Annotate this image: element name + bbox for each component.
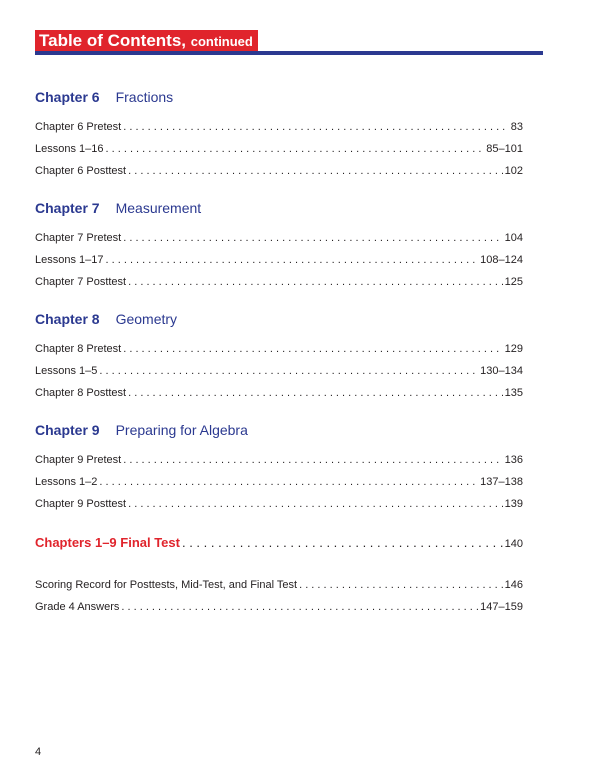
toc-entry-page: 85–101 — [486, 143, 523, 155]
chapter-name: Measurement — [115, 200, 202, 216]
toc-entry-page: 137–138 — [480, 476, 523, 488]
toc-entry[interactable] — [35, 160, 523, 182]
toc-entry[interactable] — [35, 382, 523, 404]
final-test-label: Chapters 1–9 Final Test — [35, 535, 180, 550]
toc-entry[interactable] — [35, 271, 523, 293]
chapter-heading — [35, 88, 523, 106]
chapter-name: Fractions — [115, 89, 174, 105]
extras-block — [35, 574, 523, 618]
dot-leader — [123, 227, 502, 249]
toc-entry[interactable] — [35, 360, 523, 382]
dot-leader — [106, 138, 485, 160]
toc-entry-label: Chapter 7 Posttest — [35, 276, 127, 288]
toc-entry-page: 104 — [504, 232, 523, 244]
toc-entry-page: 108–124 — [480, 254, 523, 266]
dot-leader — [123, 338, 502, 360]
chapter-number: Chapter 8 — [35, 311, 100, 327]
toc-entry[interactable] — [35, 471, 523, 493]
dot-leader — [182, 532, 503, 554]
toc-entry[interactable] — [35, 338, 523, 360]
dot-leader — [128, 493, 503, 515]
chapter-number: Chapter 9 — [35, 422, 100, 438]
header-title: Table of Contents, — [39, 31, 187, 50]
toc-entry[interactable] — [35, 449, 523, 471]
toc-entry-page: 129 — [504, 343, 523, 355]
toc-entry-label: Chapter 7 Pretest — [35, 232, 122, 244]
dot-leader — [121, 596, 478, 618]
chapter-number: Chapter 7 — [35, 200, 100, 216]
toc-entry-page: 139 — [504, 498, 523, 510]
page-header — [35, 30, 543, 53]
chapter-name: Preparing for Algebra — [115, 422, 248, 438]
chapter-6-block — [35, 88, 523, 182]
toc-entry[interactable] — [35, 249, 523, 271]
final-test-page: 140 — [504, 538, 523, 550]
toc-entry-label: Chapter 6 Posttest — [35, 165, 127, 177]
toc-entry-page: 135 — [504, 387, 523, 399]
toc-entry-page: 147–159 — [480, 601, 523, 613]
page-number: 4 — [35, 746, 42, 758]
toc-entry-label: Lessons 1–5 — [35, 365, 98, 377]
dot-leader — [128, 160, 503, 182]
toc-entry-label: Lessons 1–17 — [35, 254, 104, 266]
dot-leader — [299, 574, 503, 596]
dot-leader — [128, 382, 503, 404]
dot-leader — [106, 249, 479, 271]
dot-leader — [123, 116, 509, 138]
toc-content — [35, 88, 523, 618]
toc-entry-label: Lessons 1–16 — [35, 143, 104, 155]
toc-entry[interactable] — [35, 596, 523, 618]
header-continued: continued — [190, 34, 253, 49]
chapter-name: Geometry — [115, 311, 178, 327]
final-test-entry[interactable] — [35, 532, 523, 554]
toc-entry-label: Chapter 9 Pretest — [35, 454, 122, 466]
chapter-7-block — [35, 199, 523, 293]
dot-leader — [99, 360, 478, 382]
chapter-number: Chapter 6 — [35, 89, 100, 105]
header-title-box — [35, 30, 258, 53]
toc-entry[interactable] — [35, 227, 523, 249]
chapter-heading — [35, 199, 523, 217]
toc-entry-label: Chapter 6 Pretest — [35, 121, 122, 133]
dot-leader — [99, 471, 478, 493]
toc-entry-page: 125 — [504, 276, 523, 288]
dot-leader — [123, 449, 502, 471]
header-rule — [35, 51, 543, 55]
toc-entry-label: Chapter 9 Posttest — [35, 498, 127, 510]
toc-entry-label: Chapter 8 Posttest — [35, 387, 127, 399]
chapter-9-block — [35, 421, 523, 515]
toc-entry[interactable] — [35, 138, 523, 160]
toc-entry[interactable] — [35, 116, 523, 138]
toc-entry-label: Scoring Record for Posttests, Mid-Test, and Final Test — [35, 579, 298, 591]
toc-entry-page: 102 — [504, 165, 523, 177]
toc-entry-label: Grade 4 Answers — [35, 601, 120, 613]
toc-entry-page: 146 — [504, 579, 523, 591]
toc-entry-page: 130–134 — [480, 365, 523, 377]
toc-entry-page: 83 — [510, 121, 523, 133]
chapter-heading — [35, 421, 523, 439]
toc-entry[interactable] — [35, 493, 523, 515]
toc-entry-label: Chapter 8 Pretest — [35, 343, 122, 355]
toc-entry-page: 136 — [504, 454, 523, 466]
toc-entry[interactable] — [35, 574, 523, 596]
chapter-8-block — [35, 310, 523, 404]
toc-entry-label: Lessons 1–2 — [35, 476, 98, 488]
dot-leader — [128, 271, 503, 293]
chapter-heading — [35, 310, 523, 328]
